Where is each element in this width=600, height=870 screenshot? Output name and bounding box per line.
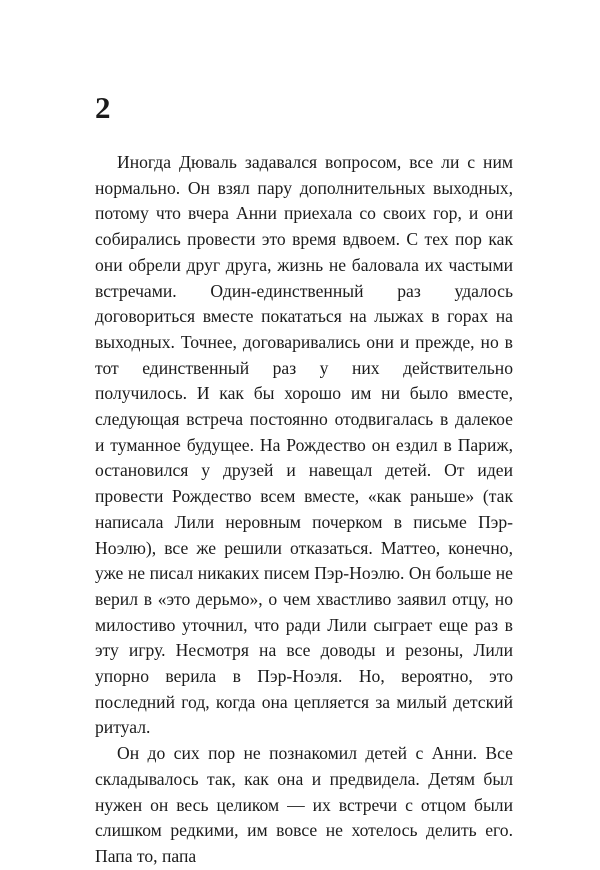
paragraph-1: Иногда Дюваль задавался вопросом, все ли с ним нормально. Он взял пару дополнительных выходных, потому что вчера Анни приехала со своих гор, и они собирались провести это время вдвоем. С тех пор как они обрели друг друга, жизнь не баловала их частыми встречами. Один-единственный раз удалось договориться вместе покататься на лыжах в горах на выходных. Точнее, договаривались они и прежде, но в тот единственный раз у них действительно получилось. И как бы хорошо им ни было вместе, следующая встреча постоянно отодвигалась в далекое и туманное будущее. На Рождество он ездил в Париж, остановился у друзей и навещал детей. От идеи провести Рождество всем вместе, «как раньше» (так написала Лили неровным почерком в письме Пэр-Ноэлю), все же решили отказаться. Маттео, конечно, уже не писал никаких писем Пэр-Ноэлю. Он больше не верил в «это дерьмо», о чем хвастливо заявил отцу, но милостиво уточнил, что ради Лили сыграет еще раз в эту игру. Несмотря на все доводы и резоны, Лили упорно верила в Пэр-Ноэля. Но, вероятно, это последний год, когда она цепляется за милый детский ритуал. (95, 152, 513, 738)
chapter-number: 2 (95, 90, 111, 125)
paragraph-2: Он до сих пор не познакомил детей с Анни. Все складывалось так, как она и предвидела. Детям был нужен он весь целиком — их встречи с отцом были слишком редкими, им вовсе не хотелось делить его. Папа то, папа (95, 743, 513, 866)
chapter-text (95, 150, 513, 870)
